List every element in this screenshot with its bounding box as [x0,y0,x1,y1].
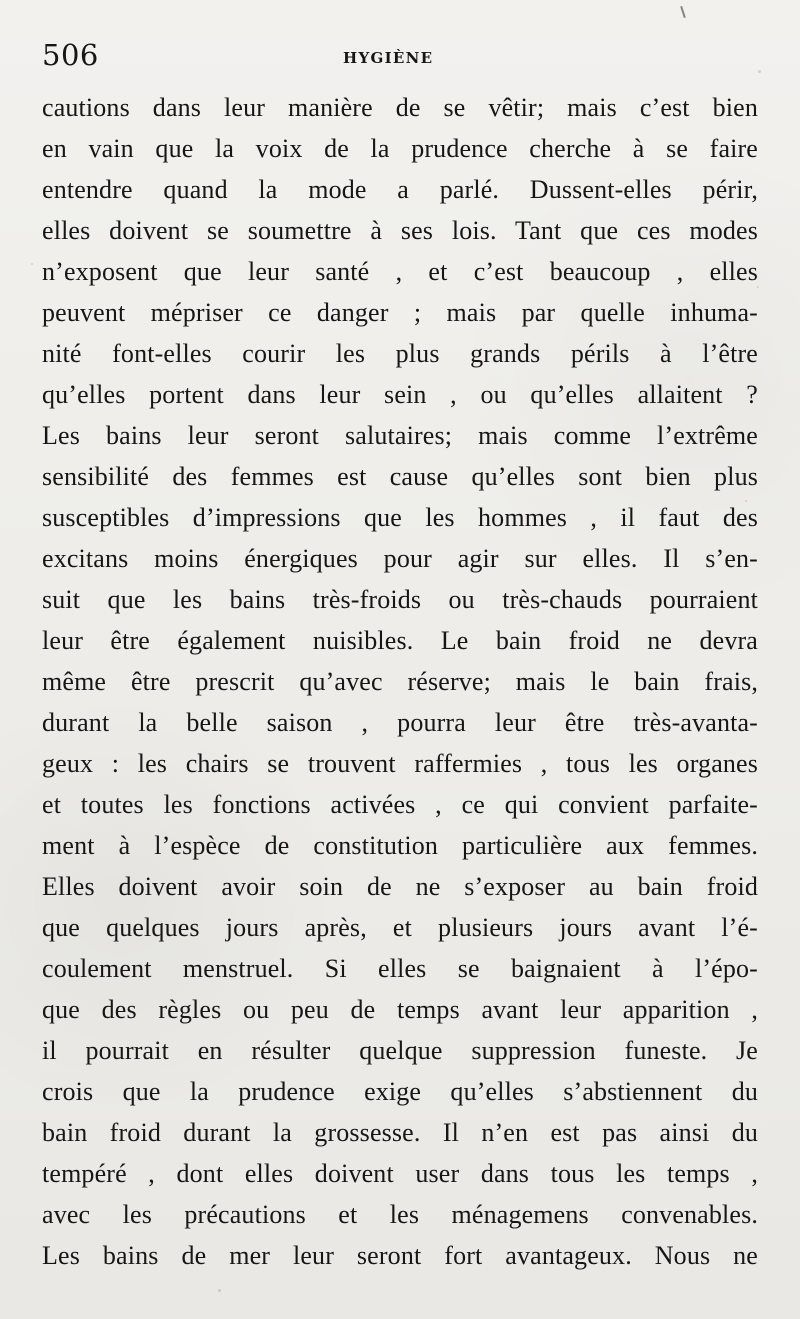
text-line-19: ment à l’espèce de constitution particulière aux femmes. [42,831,758,860]
text-line-17: geux : les chairs se trouvent raffermies , tous les organes [42,749,758,778]
page-header [42,38,758,78]
text-line-26: bain froid durant la grossesse. Il n’en est pas ainsi du [42,1118,758,1147]
text-line-21: que quelques jours après, et plusieurs jours avant l’é- [42,913,758,942]
text-line-11: susceptibles d’impressions que les hommes , il faut des [42,503,758,532]
text-line-12: excitans moins énergiques pour agir sur elles. Il s’en- [42,544,758,573]
text-line-4: elles doivent se soumettre à ses lois. Tant que ces modes [42,216,758,245]
text-line-8: qu’elles portent dans leur sein , ou qu’elles allaitent ? [42,380,758,409]
text-line-29: Les bains de mer leur seront fort avantageux. Nous ne [42,1241,758,1270]
page-number: 506 [42,38,99,72]
text-line-5: n’exposent que leur santé , et c’est beaucoup , elles [42,257,758,286]
text-line-13: suit que les bains très-froids ou très-chauds pourraient [42,585,758,614]
text-line-20: Elles doivent avoir soin de ne s’exposer au bain froid [42,872,758,901]
paper-speck [758,70,761,73]
text-line-10: sensibilité des femmes est cause qu’elles sont bien plus [42,462,758,491]
text-line-3: entendre quand la mode a parlé. Dussent-elles périr, [42,175,758,204]
running-head: HYGIÈNE [343,49,434,67]
paper-speck [745,500,747,502]
text-line-6: peuvent mépriser ce danger ; mais par quelle inhuma- [42,298,758,327]
paper-speck [31,263,33,265]
text-line-1: cautions dans leur manière de se vêtir; mais c’est bien [42,93,758,122]
text-line-18: et toutes les fonctions activées , ce qui convient parfaite- [42,790,758,819]
text-line-28: avec les précautions et les ménagemens convenables. [42,1200,758,1229]
text-line-9: Les bains leur seront salutaires; mais comme l’extrême [42,421,758,450]
text-line-23: que des règles ou peu de temps avant leur apparition , [42,995,758,1024]
text-line-16: durant la belle saison , pourra leur être très-avanta- [42,708,758,737]
paper-speck [757,286,759,288]
text-line-15: même être prescrit qu’avec réserve; mais le bain frais, [42,667,758,696]
body-text [42,87,758,1276]
text-line-2: en vain que la voix de la prudence cherche à se faire [42,134,758,163]
text-line-7: nité font-elles courir les plus grands périls à l’être [42,339,758,368]
text-line-24: il pourrait en résulter quelque suppression funeste. Je [42,1036,758,1065]
text-line-22: coulement menstruel. Si elles se baignaient à l’épo- [42,954,758,983]
paper-speck [218,1289,221,1292]
text-line-14: leur être également nuisibles. Le bain froid ne devra [42,626,758,655]
margin-mark [680,6,686,18]
text-line-27: tempéré , dont elles doivent user dans tous les temps , [42,1159,758,1188]
text-line-25: crois que la prudence exige qu’elles s’abstiennent du [42,1077,758,1106]
